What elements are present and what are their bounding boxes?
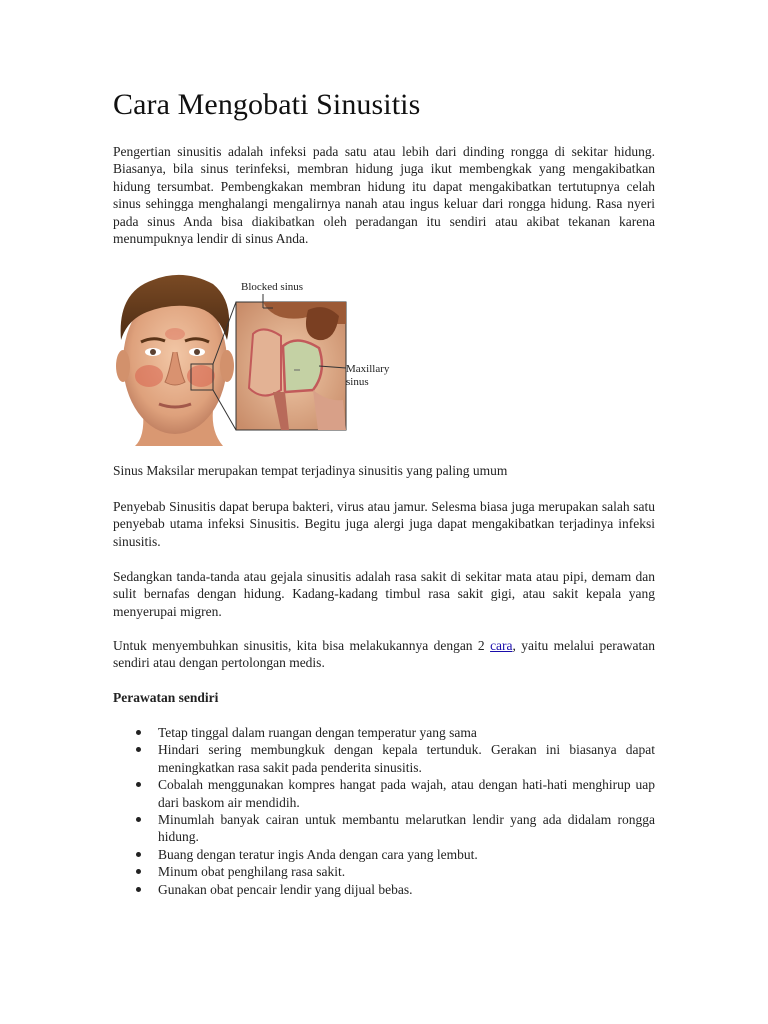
list-item-text: Hindari sering membungkuk dengan kepala tertunduk. Gerakan ini biasanya dapat meningkatkan rasa sakit pada penderita sinusitis. <box>158 742 655 775</box>
list-item-text: Minum obat penghilang rasa sakit. <box>158 864 346 880</box>
intro-paragraph: Pengertian sinusitis adalah infeksi pada satu atau lebih dari dinding rongga di sekitar hidung. Biasanya, bila sinus terinfeksi, membran hidung juga ikut membengkak yang mengakibatkan hidung tersumbat. Pembengkakan membran hidung itu dapat mengakibatkan tertutupnya celah sinus sehingga menghalangi mengalirnya nanah atau ingus keluar dari rongga hidung. Rasa nyeri pada sinus Anda bisa diakibatkan oleh peradangan itu sendiri atau akibat tekanan karena menumpuknya lendir di sinus Anda. <box>113 144 655 247</box>
left-ear <box>116 350 130 382</box>
list-item-text: Gunakan obat pencair lendir yang dijual bebas. <box>158 881 413 897</box>
maxillary-label-line1: Maxillary <box>346 363 390 375</box>
self-care-heading: Perawatan sendiri <box>113 690 219 705</box>
bullet-icon <box>136 887 141 892</box>
list-item <box>113 776 655 811</box>
cara-link[interactable]: cara <box>490 638 513 653</box>
treatment-intro-text: Untuk menyembuhkan sinusitis, kita bisa melakukannya dengan 2 <box>113 638 491 653</box>
causes-paragraph: Penyebab Sinusitis dapat berupa bakteri, virus atau jamur. Selesma biasa juga merupakan salah satu penyebab utama infeksi Sinusitis. Begitu juga alergi juga dapat mengakibatkan terjadinya infeksi sinusitis. <box>113 499 655 549</box>
bullet-icon <box>136 730 141 735</box>
sinus-cross-section <box>236 302 346 430</box>
right-ear <box>220 350 234 382</box>
list-item <box>113 724 655 741</box>
figure-caption: Sinus Maksilar merupakan tempat terjadinya sinusitis yang paling umum <box>113 463 508 478</box>
list-item <box>113 741 655 776</box>
bullet-icon <box>136 869 141 874</box>
bullet-icon <box>136 817 141 822</box>
list-item <box>113 863 655 880</box>
list-item-text: Minumlah banyak cairan untuk membantu melarutkan lendir yang ada didalam rongga hidung. <box>158 812 655 845</box>
left-sinus-highlight <box>135 365 163 387</box>
bullet-icon <box>136 747 141 752</box>
symptoms-paragraph: Sedangkan tanda-tanda atau gejala sinusitis adalah rasa sakit di sekitar mata atau pipi, demam dan sulit bernafas dengan hidung. Kadang-kadang timbul rasa sakit gigi, atau sakit kepala yang menyerupai migren. <box>113 569 655 619</box>
bullet-icon <box>136 782 141 787</box>
list-item <box>113 881 655 898</box>
list-item <box>113 846 655 863</box>
page-title: Cara Mengobati Sinusitis <box>113 88 421 121</box>
list-item-text: Cobalah menggunakan kompres hangat pada wajah, atau dengan hati-hati menghirup uap dari baskom air mendidih. <box>158 777 655 810</box>
list-item <box>113 811 655 846</box>
bullet-icon <box>136 852 141 857</box>
treatment-intro-text-after: , yaitu melalui perawatan sendiri atau dengan pertolongan medis. <box>113 638 655 671</box>
blocked-sinus-label: Blocked sinus <box>241 281 304 293</box>
list-item-text: Tetap tinggal dalam ruangan dengan temperatur yang sama <box>158 725 477 740</box>
maxillary-label-line2: sinus <box>346 376 369 388</box>
list-item-text: Buang dengan teratur ingis Anda dengan cara yang lembut. <box>158 846 478 862</box>
treatment-intro-paragraph <box>113 637 655 672</box>
sinus-illustration <box>113 262 398 446</box>
self-care-list <box>113 724 655 898</box>
